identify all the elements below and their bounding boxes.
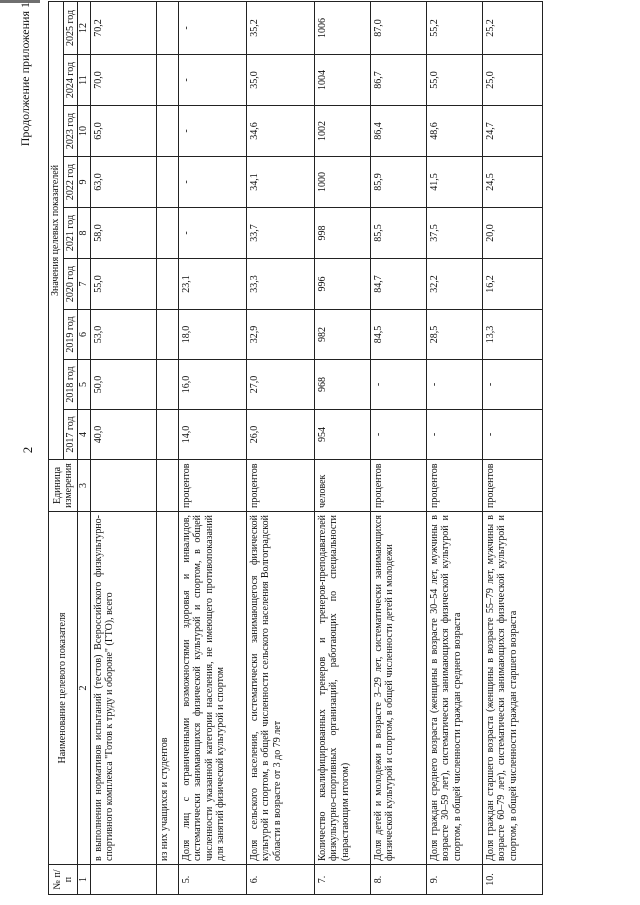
table-row <box>314 1 370 894</box>
value-cell <box>156 360 178 410</box>
value-cell: - <box>178 55 246 106</box>
row-number: 6. <box>246 865 314 895</box>
value-cell: 982 <box>314 310 370 360</box>
value-cell: - <box>178 106 246 157</box>
column-number: 11 <box>78 55 91 106</box>
value-cell: - <box>426 360 482 410</box>
indicator-name: Доля сельского населения, систематически занимающегося физической культурой и спортом, в общей численности сельского населения Волгоградской области в возрасте от 3 до 79 лет <box>246 512 314 865</box>
header-year: 2018 год <box>63 360 78 410</box>
value-cell <box>156 310 178 360</box>
value-cell: 55,0 <box>90 259 156 310</box>
header-year: 2019 год <box>63 310 78 360</box>
table-row <box>90 1 156 894</box>
value-cell: 48,6 <box>426 106 482 157</box>
column-number: 6 <box>78 310 91 360</box>
value-cell: 58,0 <box>90 208 156 259</box>
table-row <box>156 1 178 894</box>
value-cell: 18,0 <box>178 310 246 360</box>
table-row <box>426 1 482 894</box>
value-cell: 87,0 <box>370 1 426 54</box>
indicator-name: Доля лиц с ограниченными возможностями здоровья и инвалидов, систематически занимающихся физической культурой и спортом, в общей численности указанной категории населения, не имеющего противопоказаний для занятий физической культурой и спортом <box>178 512 246 865</box>
value-cell: 35,0 <box>246 55 314 106</box>
value-cell: 65,0 <box>90 106 156 157</box>
value-cell: 1000 <box>314 157 370 208</box>
value-cell: 968 <box>314 360 370 410</box>
value-cell: 25,2 <box>482 1 542 54</box>
value-cell: 13,3 <box>482 310 542 360</box>
unit-cell: человек <box>314 460 370 512</box>
value-cell: 1004 <box>314 55 370 106</box>
header-year: 2021 год <box>63 208 78 259</box>
header-no: № п/п <box>49 865 78 895</box>
column-number: 8 <box>78 208 91 259</box>
table-row <box>178 1 246 894</box>
value-cell: - <box>178 157 246 208</box>
value-cell: - <box>370 360 426 410</box>
appendix-note: Продолжение приложения 1 <box>18 2 32 147</box>
value-cell: 34,1 <box>246 157 314 208</box>
indicator-name: Количество квалифицированных тренеров и тренеров-преподавателей физкультурно-спортивных организаций, работающих по специальности (нарастающим итогом) <box>314 512 370 865</box>
value-cell: 23,1 <box>178 259 246 310</box>
header-year: 2024 год <box>63 55 78 106</box>
value-cell: 85,9 <box>370 157 426 208</box>
indicator-name: Доля граждан старшего возраста (женщины в возрасте 55–79 лет, мужчины в возрасте 60–79 лет), систематически занимающихся физической культурой и спортом, в общей численности граждан старшего возраста <box>482 512 542 865</box>
value-cell: 27,0 <box>246 360 314 410</box>
value-cell: 1002 <box>314 106 370 157</box>
header-values: Значения целевых показателей <box>49 1 64 459</box>
column-number: 2 <box>78 512 91 865</box>
value-cell: 34,6 <box>246 106 314 157</box>
value-cell: - <box>370 410 426 460</box>
row-number: 8. <box>370 865 426 895</box>
value-cell: 33,7 <box>246 208 314 259</box>
value-cell: 24,7 <box>482 106 542 157</box>
value-cell: 85,5 <box>370 208 426 259</box>
value-cell: 16,0 <box>178 360 246 410</box>
indicator-name: Доля граждан среднего возраста (женщины в возрасте 30–54 лет, мужчины в возрасте 30–59 лет), систематически занимающихся физической культурой и спортом, в общей численности граждан среднего возраста <box>426 512 482 865</box>
value-cell: - <box>482 360 542 410</box>
row-number: 7. <box>314 865 370 895</box>
value-cell: 26,0 <box>246 410 314 460</box>
row-number <box>90 865 156 895</box>
header-year: 2020 год <box>63 259 78 310</box>
value-cell: 33,3 <box>246 259 314 310</box>
header-year: 2022 год <box>63 157 78 208</box>
value-cell <box>156 410 178 460</box>
unit-cell: процентов <box>426 460 482 512</box>
header-year: 2025 год <box>63 1 78 54</box>
value-cell: - <box>178 1 246 54</box>
value-cell: 53,0 <box>90 310 156 360</box>
row-number: 10. <box>482 865 542 895</box>
value-cell: 55,0 <box>426 55 482 106</box>
column-number: 12 <box>78 1 91 54</box>
header-year: 2023 год <box>63 106 78 157</box>
value-cell <box>156 106 178 157</box>
value-cell: 84,7 <box>370 259 426 310</box>
column-number: 5 <box>78 360 91 410</box>
header-unit: Единица измерения <box>49 460 78 512</box>
indicator-table <box>48 1 543 895</box>
value-cell: 86,4 <box>370 106 426 157</box>
value-cell: 32,2 <box>426 259 482 310</box>
value-cell <box>156 1 178 54</box>
column-numbers-row <box>78 1 91 894</box>
value-cell: 16,2 <box>482 259 542 310</box>
value-cell: 954 <box>314 410 370 460</box>
value-cell: 55,2 <box>426 1 482 54</box>
value-cell <box>156 259 178 310</box>
value-cell: 40,0 <box>90 410 156 460</box>
page-number: 2 <box>20 446 35 454</box>
column-number: 10 <box>78 106 91 157</box>
unit-cell: процентов <box>482 460 542 512</box>
value-cell <box>156 55 178 106</box>
header-name: Наименование целевого показателя <box>49 512 78 865</box>
value-cell: 50,0 <box>90 360 156 410</box>
value-cell: 32,9 <box>246 310 314 360</box>
row-number: 9. <box>426 865 482 895</box>
unit-cell: процентов <box>246 460 314 512</box>
value-cell: - <box>178 208 246 259</box>
unit-cell <box>90 460 156 512</box>
value-cell: 63,0 <box>90 157 156 208</box>
table-row <box>246 1 314 894</box>
value-cell <box>156 208 178 259</box>
value-cell: 37,5 <box>426 208 482 259</box>
column-number: 9 <box>78 157 91 208</box>
value-cell: 1006 <box>314 1 370 54</box>
column-number: 7 <box>78 259 91 310</box>
value-cell: 35,2 <box>246 1 314 54</box>
column-number: 1 <box>78 865 91 895</box>
value-cell: 84,5 <box>370 310 426 360</box>
value-cell: 996 <box>314 259 370 310</box>
indicator-name: из них учащихся и студентов <box>156 512 178 865</box>
value-cell: 24,5 <box>482 157 542 208</box>
value-cell: 25,0 <box>482 55 542 106</box>
header-year: 2017 год <box>63 410 78 460</box>
value-cell: 41,5 <box>426 157 482 208</box>
column-number: 3 <box>78 460 91 512</box>
unit-cell: процентов <box>370 460 426 512</box>
indicator-name: в выполнении нормативов испытаний (тестов) Всероссийского физкультурно-спортивного комплекса "Готов к труду и обороне" (ГТО), всего <box>90 512 156 865</box>
table-body <box>49 1 543 894</box>
table-row <box>482 1 542 894</box>
table-row <box>370 1 426 894</box>
value-cell: - <box>426 410 482 460</box>
row-number: 5. <box>178 865 246 895</box>
value-cell: - <box>482 410 542 460</box>
indicator-name: Доля детей и молодежи в возрасте 3–29 лет, систематически занимающихся физической культурой и спортом, в общей численности детей и молодежи <box>370 512 426 865</box>
value-cell: 14,0 <box>178 410 246 460</box>
value-cell: 70,2 <box>90 1 156 54</box>
value-cell <box>156 157 178 208</box>
value-cell: 70,0 <box>90 55 156 106</box>
value-cell: 998 <box>314 208 370 259</box>
value-cell: 86,7 <box>370 55 426 106</box>
unit-cell: процентов <box>178 460 246 512</box>
value-cell: 28,5 <box>426 310 482 360</box>
row-number <box>156 865 178 895</box>
unit-cell <box>156 460 178 512</box>
header-row-top <box>49 1 64 894</box>
column-number: 4 <box>78 410 91 460</box>
value-cell: 20,0 <box>482 208 542 259</box>
